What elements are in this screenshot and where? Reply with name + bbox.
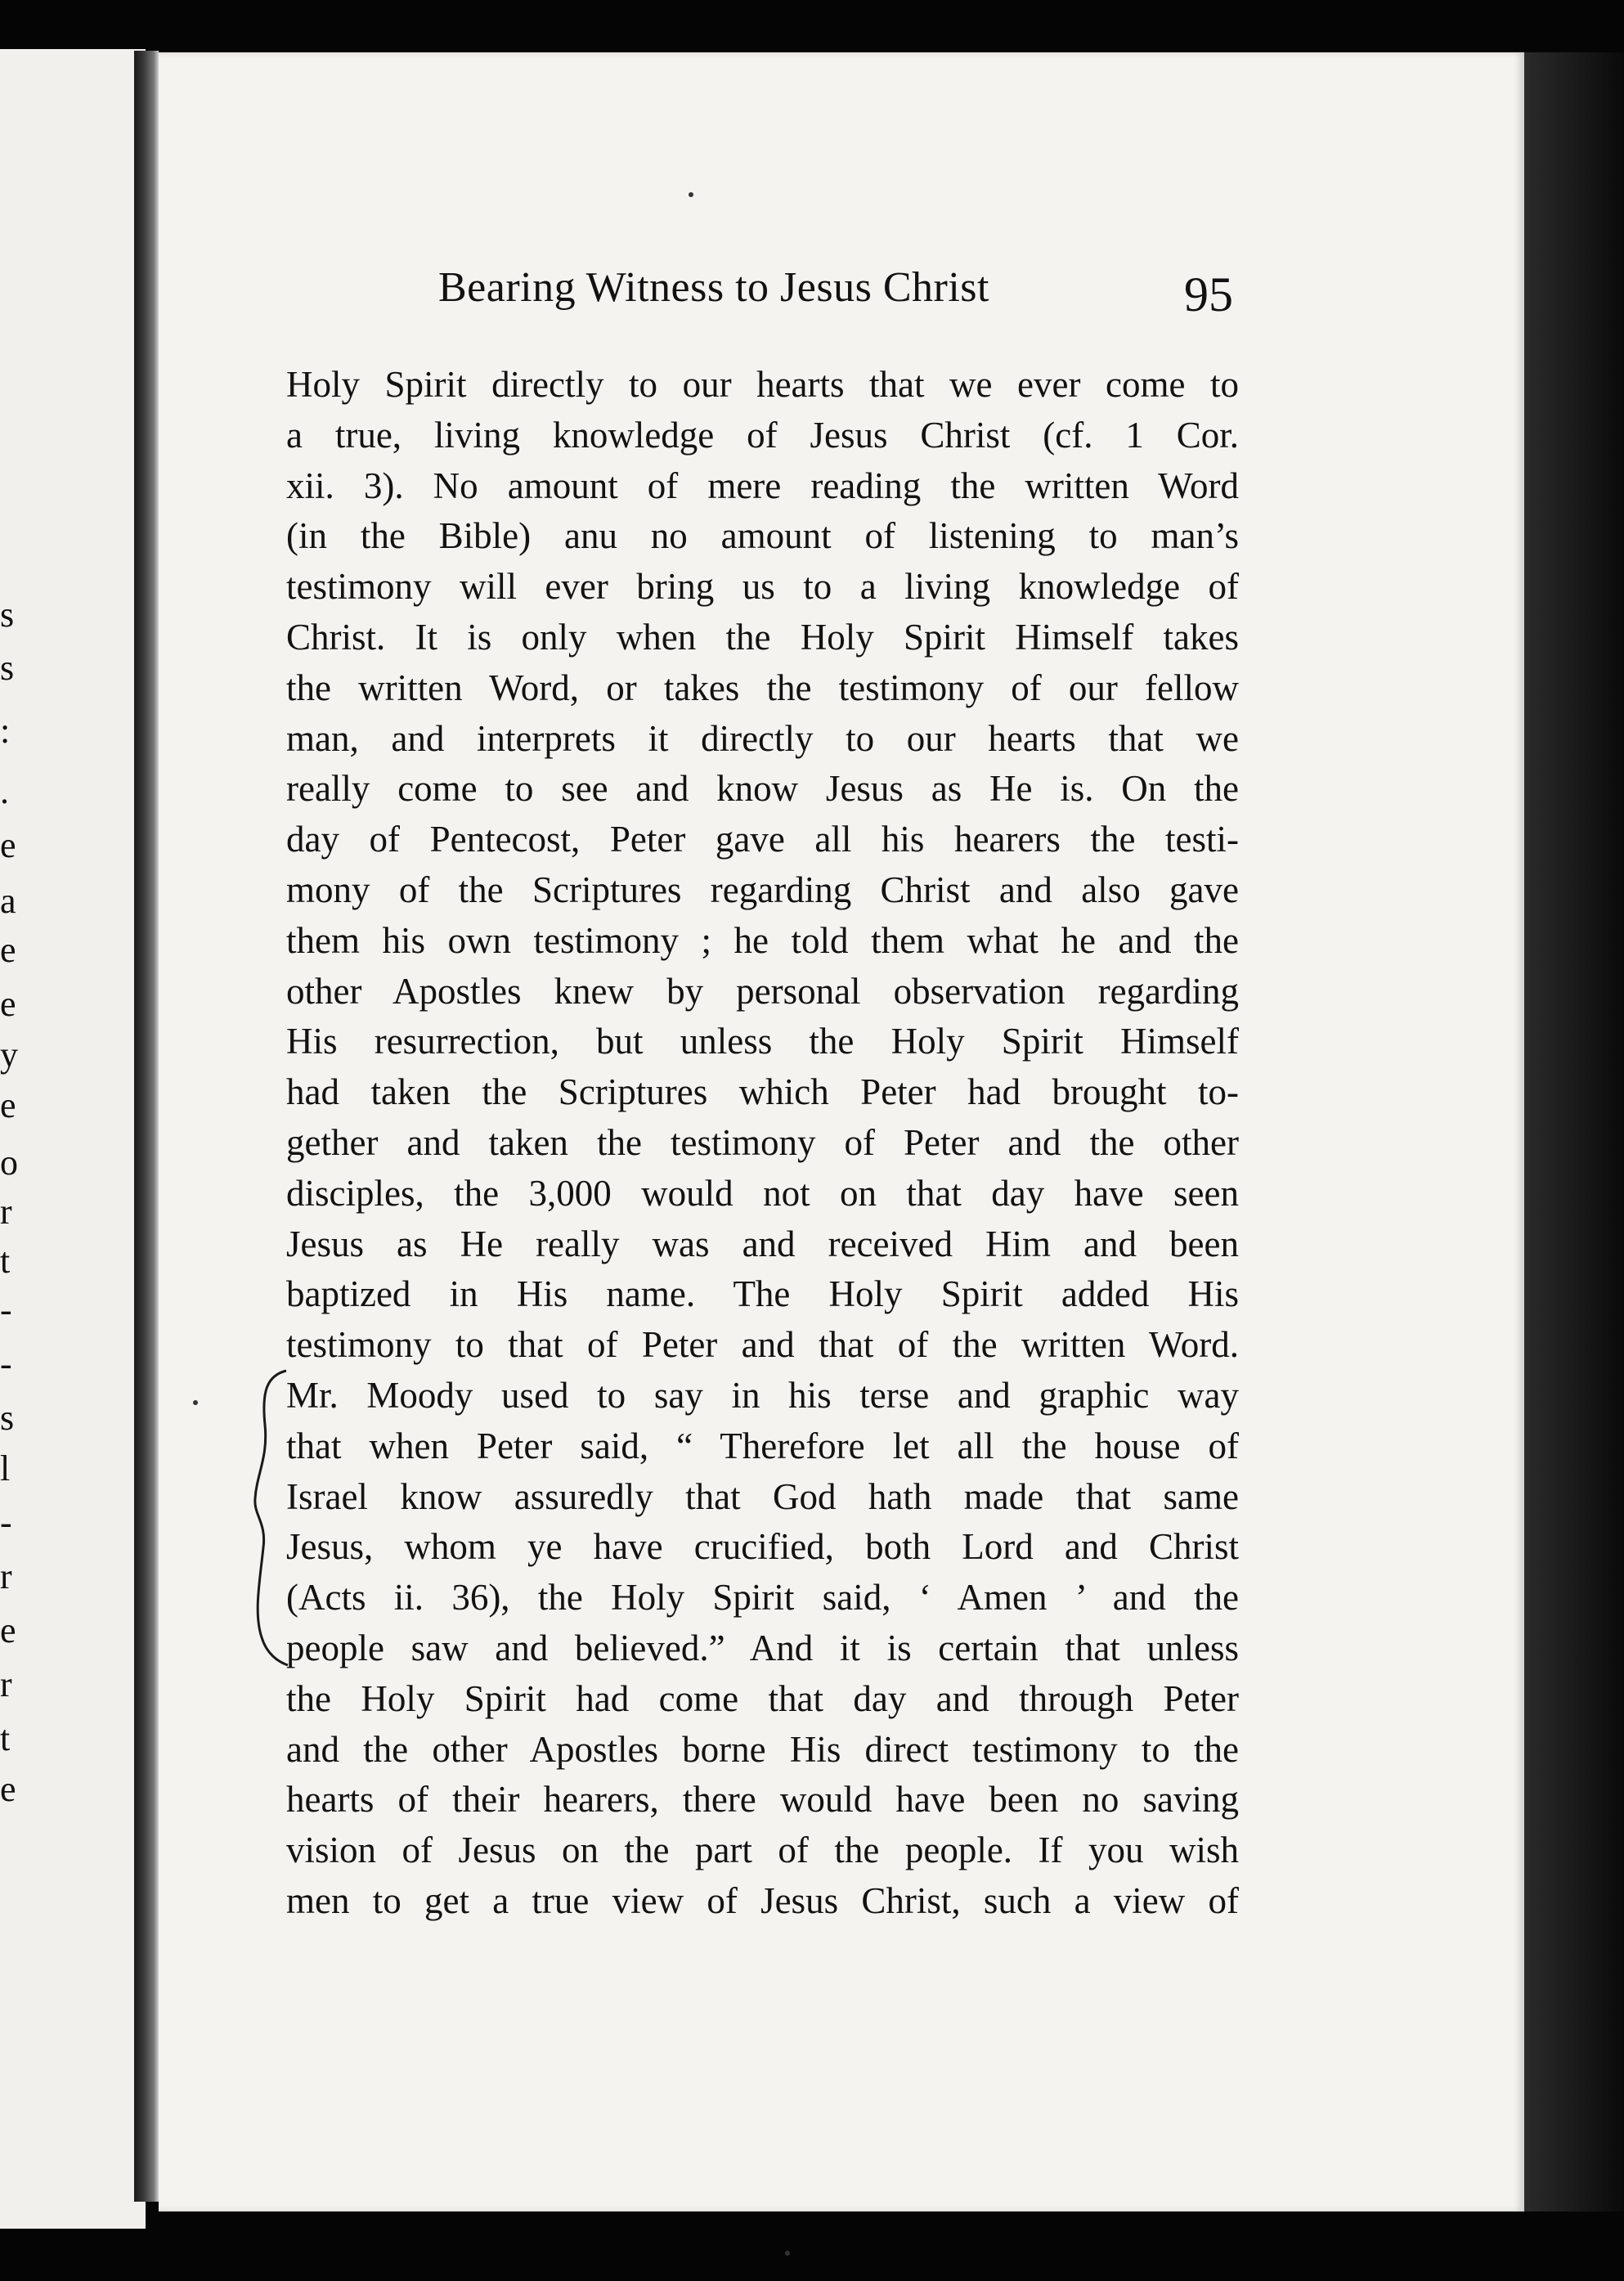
- text-line: baptized in His name. The Holy Spirit added His: [286, 1273, 1239, 1315]
- facing-page-fragment: l: [0, 1448, 11, 1488]
- page-edge-shadow: [1524, 52, 1624, 2211]
- text-line: testimony to that of Peter and that of the written Word.: [286, 1324, 1239, 1366]
- text-line: gether and taken the testimony of Peter and the other: [286, 1121, 1239, 1163]
- text-line: His resurrection, but unless the Holy Spirit Himself: [286, 1021, 1239, 1062]
- facing-page-fragment: e: [0, 825, 16, 865]
- text-line: Israel know assuredly that God hath made that same: [286, 1475, 1239, 1517]
- facing-page-fragment: a: [0, 881, 16, 921]
- facing-page-fragment: e: [0, 1610, 16, 1650]
- book-gutter: [134, 51, 159, 2202]
- text-line: and the other Apostles borne His direct testimony to the: [286, 1728, 1239, 1770]
- text-line: Christ. It is only when the Holy Spirit Himself takes: [286, 616, 1239, 658]
- scan-speck: [785, 2251, 790, 2256]
- text-line: testimony will ever bring us to a living knowledge of: [286, 566, 1239, 608]
- text-line: mony of the Scriptures regarding Christ and also gave: [286, 869, 1239, 910]
- text-line: hearts of their hearers, there would have been no saving: [286, 1779, 1239, 1821]
- text-line: (in the Bible) anu no amount of listening to man’s: [286, 515, 1239, 557]
- facing-page-fragment: :: [0, 711, 11, 751]
- text-line: vision of Jesus on the part of the people. If you wish: [286, 1830, 1239, 1871]
- facing-page-fragment: t: [0, 1718, 11, 1758]
- text-line: disciples, the 3,000 would not on that day have seen: [286, 1172, 1239, 1214]
- facing-page-fragment: -: [0, 1290, 12, 1330]
- facing-page-fragment: o: [0, 1143, 18, 1183]
- text-line: Holy Spirit directly to our hearts that we ever come to: [286, 364, 1239, 405]
- facing-page-fragment: r: [0, 1556, 12, 1596]
- facing-page-fragment: e: [0, 1085, 16, 1125]
- text-line: Mr. Moody used to say in his terse and graphic way: [286, 1374, 1239, 1416]
- text-line: that when Peter said, “ Therefore let all the house of: [286, 1425, 1239, 1466]
- text-line: Jesus, whom ye have crucified, both Lord and Christ: [286, 1526, 1239, 1568]
- text-line: a true, living knowledge of Jesus Christ (cf. 1 Cor.: [286, 414, 1239, 456]
- text-line: them his own testimony ; he told them what he and the: [286, 919, 1239, 961]
- page-body-text: [286, 360, 1239, 1927]
- text-line: had taken the Scriptures which Peter had brought to-: [286, 1071, 1239, 1113]
- facing-page-fragment: r: [0, 1192, 12, 1232]
- text-line: Jesus as He really was and received Him and been: [286, 1223, 1239, 1264]
- text-line: day of Pentecost, Peter gave all his hearers the testi-: [286, 819, 1239, 860]
- text-line: people saw and believed.” And it is certain that unless: [286, 1627, 1239, 1668]
- facing-page-fragment: y: [0, 1035, 18, 1075]
- page-number: 95: [1184, 267, 1233, 321]
- facing-page-fragment: -: [0, 1502, 12, 1542]
- scan-speck: [689, 192, 693, 197]
- text-line: (Acts ii. 36), the Holy Spirit said, ‘ Amen ’ and the: [286, 1577, 1239, 1619]
- facing-page-fragment: .: [0, 771, 9, 811]
- facing-page-fragment: t: [0, 1241, 11, 1281]
- facing-page-text-fragments: [0, 49, 146, 2229]
- facing-page-fragment: e: [0, 1769, 16, 1809]
- facing-page-fragment: s: [0, 1398, 15, 1438]
- text-line: the written Word, or takes the testimony of our fellow: [286, 667, 1239, 708]
- facing-page-fragment: -: [0, 1344, 12, 1384]
- text-line: men to get a true view of Jesus Christ, such a view of: [286, 1879, 1239, 1921]
- facing-page-fragment: s: [0, 648, 15, 688]
- text-line: man, and interprets it directly to our hearts that we: [286, 717, 1239, 759]
- handwritten-bracket-mark: [250, 1367, 289, 1668]
- text-line: the Holy Spirit had come that day and through Peter: [286, 1677, 1239, 1719]
- running-head: Bearing Witness to Jesus Christ: [438, 264, 989, 311]
- facing-page-fragment: e: [0, 930, 16, 970]
- facing-page-fragment: e: [0, 984, 16, 1024]
- scan-speck: [193, 1400, 198, 1405]
- facing-page-fragment: s: [0, 595, 15, 635]
- text-line: other Apostles knew by personal observation regarding: [286, 970, 1239, 1012]
- facing-page-fragment: r: [0, 1664, 12, 1704]
- text-line: xii. 3). No amount of mere reading the written Word: [286, 465, 1239, 506]
- text-line: really come to see and know Jesus as He is. On the: [286, 768, 1239, 810]
- facing-page-edge: [0, 49, 146, 2229]
